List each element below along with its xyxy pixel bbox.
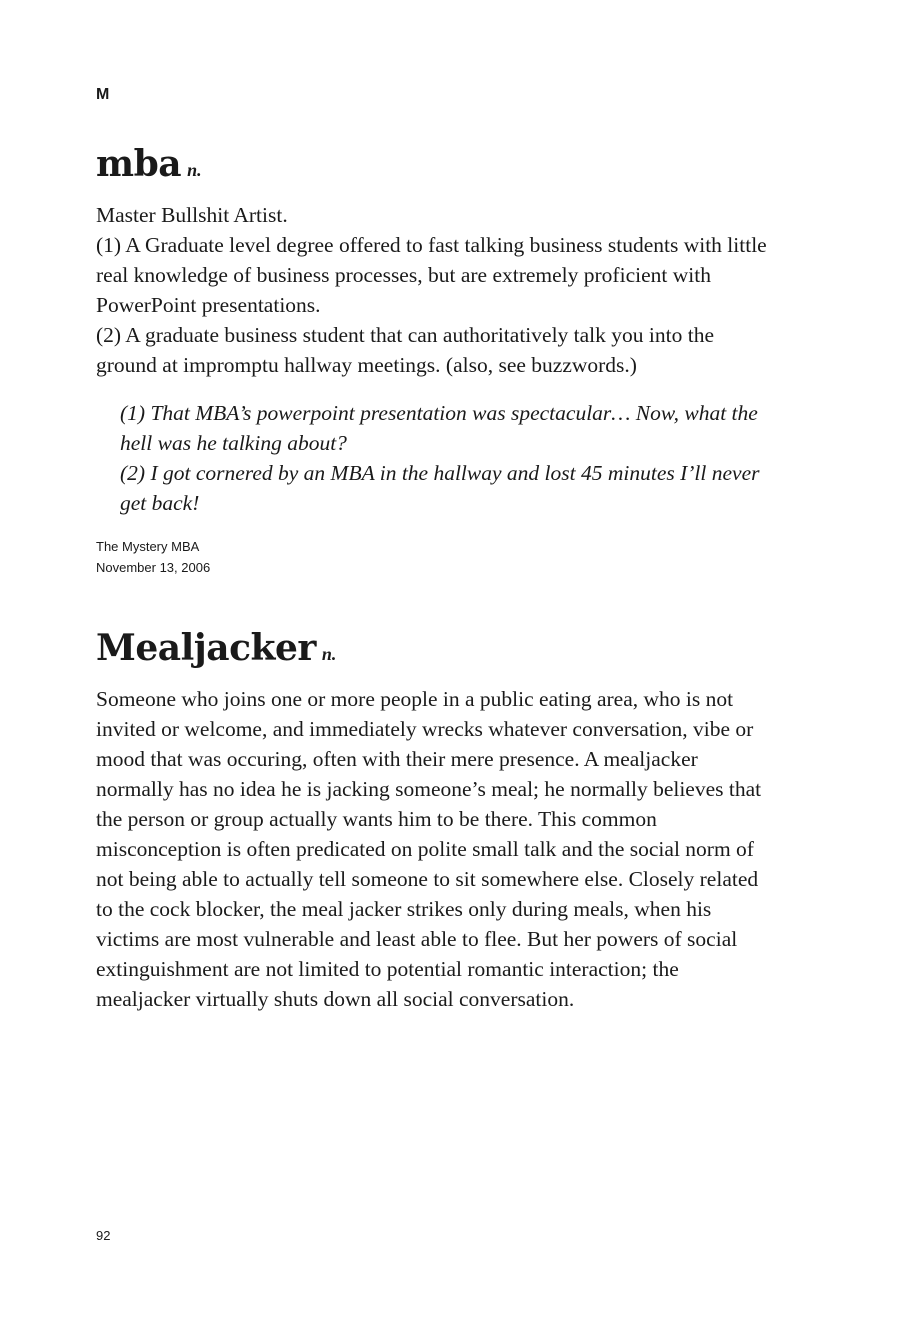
usage-example <box>120 398 770 518</box>
page-number: 92 <box>96 1228 111 1243</box>
section-letter: M <box>96 86 110 103</box>
definition-line: (2) A graduate business student that can authoritatively talk you into the ground at impromptu hallway meetings. (also, see buzzwords.) <box>96 323 714 377</box>
definition-line: (1) A Graduate level degree offered to fast talking business students with little real knowledge of business processes, but are extremely proficient with PowerPoint presentations. <box>96 233 767 317</box>
definition <box>96 684 776 1014</box>
headword: Mealjacker <box>96 627 316 669</box>
entry-mealjacker <box>96 624 776 1014</box>
byline <box>96 536 776 578</box>
definition-line: Someone who joins one or more people in a public eating area, who is not invited or welcome, and immediately wrecks whatever conversation, vibe or mood that was occuring, often with their mere presence. A mealjacker normally has no idea he is jacking someone’s meal; he normally believes that the person or group actually wants him to be there. This common misconception is often predicated on polite small talk and the social norm of not being able to actually tell someone to sit somewhere else. Closely related to the cock blocker, the meal jacker strikes only during meals, when his victims are most vulnerable and least able to flee. But her powers of social extinguishment are not limited to potential romantic interaction; the mealjacker virtually shuts down all social conversation. <box>96 687 762 1011</box>
part-of-speech: n. <box>321 644 337 664</box>
entry-heading <box>96 140 776 188</box>
headword: mba <box>96 143 182 185</box>
entry-heading <box>96 624 776 672</box>
date: November 13, 2006 <box>96 560 211 575</box>
part-of-speech: n. <box>187 160 202 180</box>
example-line: (2) I got cornered by an MBA in the hallway and lost 45 minutes I’ll never get back! <box>120 461 760 515</box>
example-line: (1) That MBA’s powerpoint presentation was spectacular… Now, what the hell was he talking about? <box>120 401 758 455</box>
entry-mba <box>96 140 776 578</box>
definition <box>96 200 776 380</box>
author: The Mystery MBA <box>96 539 200 554</box>
definition-line: Master Bullshit Artist. <box>96 203 288 227</box>
